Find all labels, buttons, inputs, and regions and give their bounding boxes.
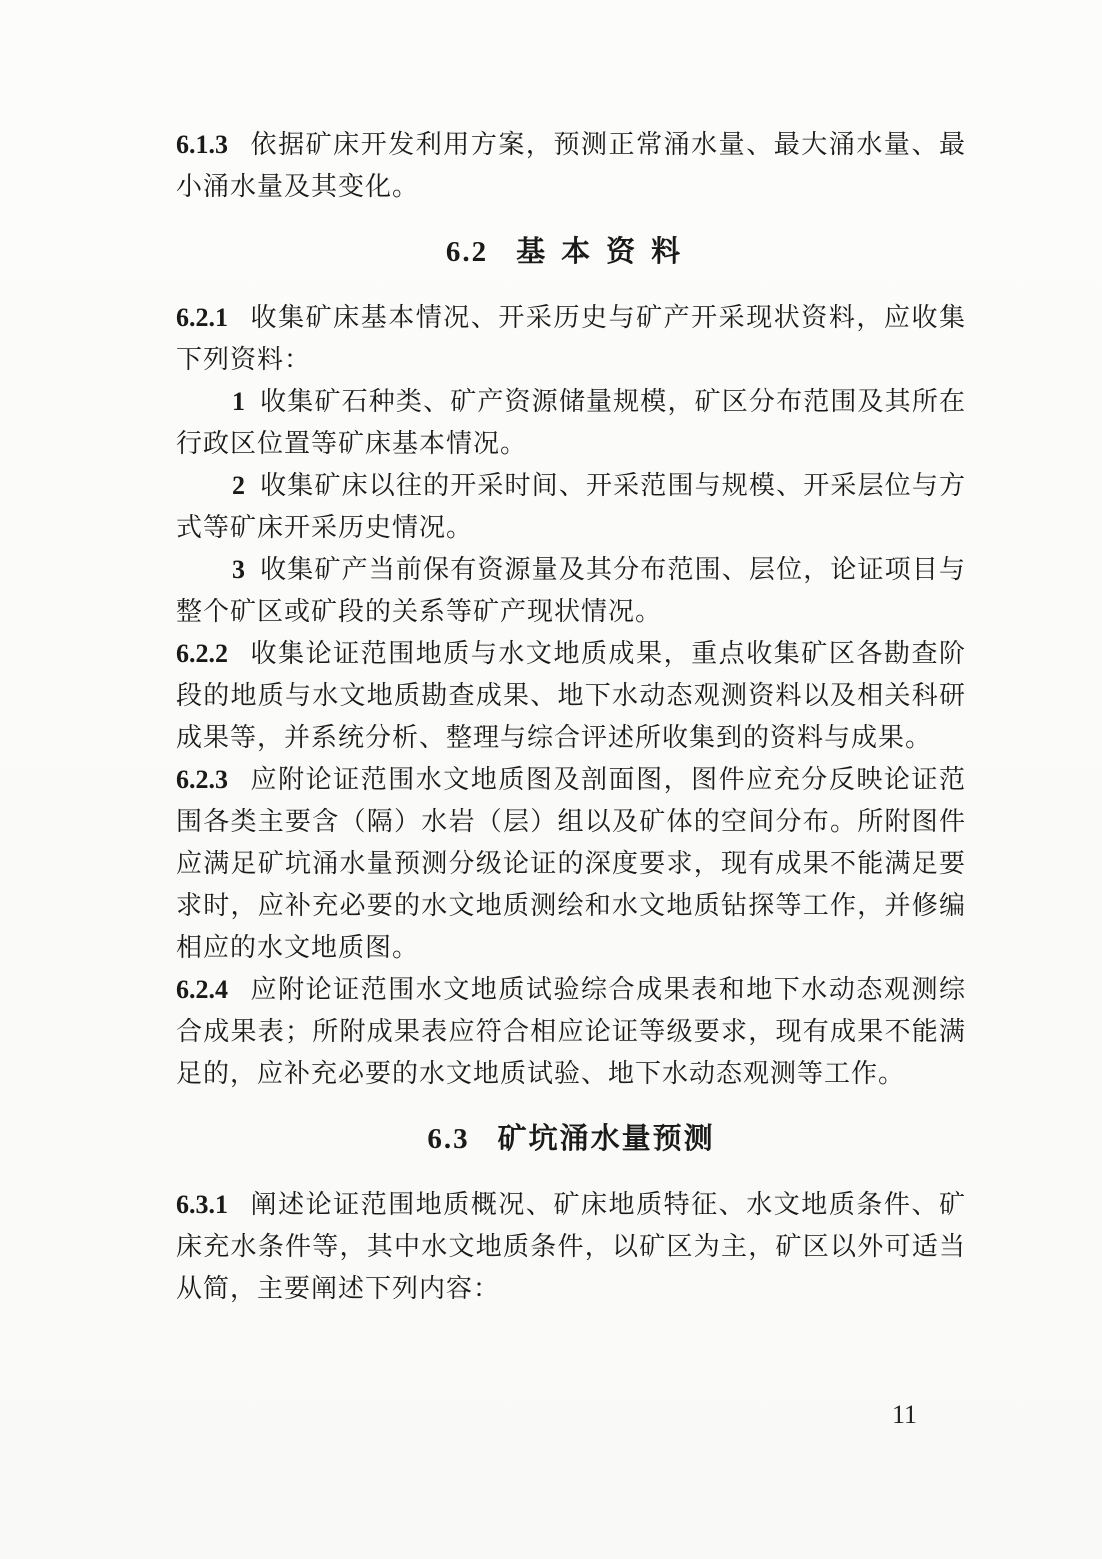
clause-text: 收集矿床基本情况、开采历史与矿产开采现状资料，应收集下列资料： xyxy=(176,303,966,375)
clause-6-2-1 xyxy=(176,297,966,381)
clause-6-2-3 xyxy=(176,759,966,969)
section-number: 6.2 xyxy=(445,236,489,268)
item-number: 3 xyxy=(232,555,246,584)
clause-text: 依据矿床开发利用方案，预测正常涌水量、最大涌水量、最小涌水量及其变化。 xyxy=(176,130,966,202)
section-number: 6.3 xyxy=(427,1123,470,1155)
clause-number: 6.1.3 xyxy=(176,130,228,159)
clause-number: 6.2.1 xyxy=(176,303,228,332)
clause-6-3-1 xyxy=(176,1184,966,1310)
list-item-1 xyxy=(176,381,966,465)
clause-6-1-3 xyxy=(176,124,966,208)
clause-text: 应附论证范围水文地质图及剖面图，图件应充分反映论证范围各类主要含（隔）水岩（层）组以及矿体的空间分布。所附图件应满足矿坑涌水量预测分级论证的深度要求，现有成果不能满足要求时，应补充必要的水文地质测绘和水文地质钻探等工作，并修编相应的水文地质图。 xyxy=(176,765,966,963)
clause-text: 收集论证范围地质与水文地质成果，重点收集矿区各勘查阶段的地质与水文地质勘查成果、地下水动态观测资料以及相关科研成果等，并系统分析、整理与综合评述所收集到的资料与成果。 xyxy=(176,639,966,753)
document-body xyxy=(176,124,966,1310)
clause-text: 阐述论证范围地质概况、矿床地质特征、水文地质条件、矿床充水条件等，其中水文地质条件，以矿区为主，矿区以外可适当从简，主要阐述下列内容： xyxy=(176,1190,966,1304)
clause-number: 6.2.2 xyxy=(176,639,228,668)
item-text: 收集矿石种类、矿产资源储量规模，矿区分布范围及其所在行政区位置等矿床基本情况。 xyxy=(176,387,966,459)
clause-number: 6.2.4 xyxy=(176,975,228,1004)
page-number: 11 xyxy=(892,1400,918,1429)
item-text: 收集矿产当前保有资源量及其分布范围、层位，论证项目与整个矿区或矿段的关系等矿产现状情况。 xyxy=(176,555,966,627)
clause-text: 应附论证范围水文地质试验综合成果表和地下水动态观测综合成果表；所附成果表应符合相应论证等级要求，现有成果不能满足的，应补充必要的水文地质试验、地下水动态观测等工作。 xyxy=(176,975,966,1089)
list-item-3 xyxy=(176,549,966,633)
clause-6-2-4 xyxy=(176,969,966,1095)
clause-number: 6.3.1 xyxy=(176,1190,228,1219)
section-title: 矿坑涌水量预测 xyxy=(497,1121,715,1155)
section-title: 基本资料 xyxy=(516,234,697,268)
item-text: 收集矿床以往的开采时间、开采范围与规模、开采层位与方式等矿床开采历史情况。 xyxy=(176,471,966,543)
item-number: 2 xyxy=(232,471,246,500)
clause-number: 6.2.3 xyxy=(176,765,228,794)
section-heading-6-2 xyxy=(176,230,966,273)
section-heading-6-3 xyxy=(176,1117,966,1160)
list-item-2 xyxy=(176,465,966,549)
clause-6-2-2 xyxy=(176,633,966,759)
item-number: 1 xyxy=(232,387,246,416)
